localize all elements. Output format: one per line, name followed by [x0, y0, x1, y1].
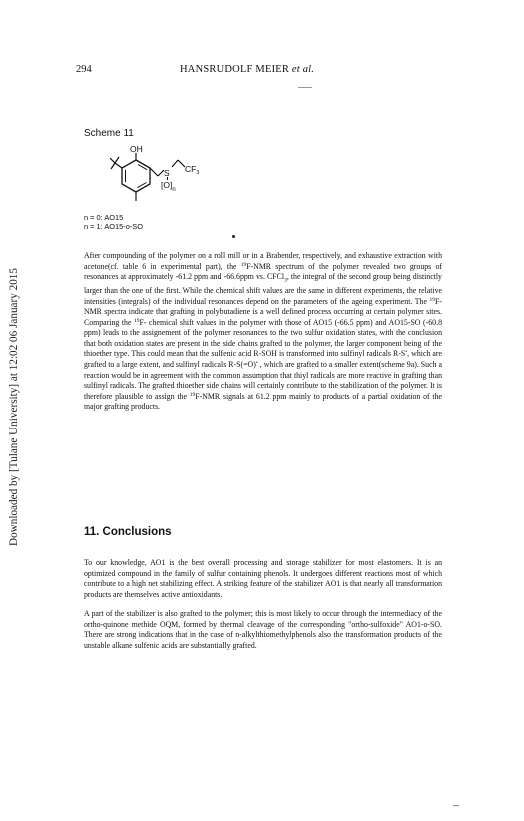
cf3-subscript: 3 [196, 170, 200, 176]
text-run: F-NMR spectra indicate that grafting in polybutadiene is a well defined process occurring at certain polymer sites. Comparing the [84, 296, 442, 327]
benzene-ring [122, 160, 150, 192]
compound-label: n = 1: AO15-o-SO [84, 222, 143, 231]
oxide-text: [O] [161, 180, 173, 190]
oxide-subscript: n [172, 187, 176, 193]
superscript: 19 [189, 391, 196, 398]
superscript: • [405, 349, 408, 356]
tbu-methyl-c [115, 157, 119, 163]
sulfur-label: S [164, 168, 170, 178]
chain-bond-3 [172, 160, 178, 167]
oxide-label [161, 180, 176, 193]
text-run: F- chemical shift values in the polymer with those of AO15 (-66.5 ppm) and AO15-SO (-60.8 ppm) leads to the assignement of the polymer resonances to the two sulfur oxidation states, with the conclusion that both oxidation states are present in the side chains grafted to the polymer, the larger component being of the thioether type. This could mean that the sulfenic acid R-SOH is transformed into sulfinyl radicals R-S [84, 317, 442, 359]
tbu-bond [115, 163, 122, 168]
subscript: 3 [284, 277, 287, 284]
text-run: , which are grafted to a smaller extent(scheme 9a). Such a reaction would be in agreement with the common assumption that thiyl radicals are more reactive in grafting than sulfinyl radicals. The grafted thioether side chains will certainly contribute to the stabilization of the polymer. It is therefore plausible to assign the [84, 360, 442, 401]
cf3-text: CF [185, 164, 197, 174]
running-head-author: HANSRUDOLF MEIER [180, 64, 290, 75]
tbu-methyl-b [111, 163, 115, 169]
running-head-etal: et al. [291, 64, 315, 75]
text-run: F-NMR spectrum of the polymer revealed two groups of resonances at approximately -61.2 ppm and -66.6ppm vs. CFCl [84, 261, 442, 282]
text-run: F-NMR signals at 61.2 ppm mainly to products of a partial oxidation of the major grafting products. [84, 391, 442, 412]
compound-label: n = 0: AO15 [84, 213, 124, 222]
superscript: 19 [429, 296, 436, 303]
download-notice: Downloaded by [Tulane University] at 12:02 06 January 2015 [8, 268, 20, 546]
running-head [180, 64, 314, 75]
section-heading: 11. Conclusions [84, 526, 172, 538]
chain-bond-1 [150, 168, 158, 176]
superscript: • [255, 360, 258, 367]
compound-list [84, 213, 143, 231]
stray-mark [298, 87, 312, 88]
scheme-title: Scheme 11 [84, 128, 134, 139]
tbu-methyl-a [110, 158, 115, 163]
stray-mark [453, 805, 459, 806]
text-run: , which are grafted to a large extent, and sulfinyl radicals R-S(=O) [84, 349, 442, 370]
stray-dot [232, 235, 235, 238]
paragraph-conclusion-2: A part of the stabilizer is also grafted to the polymer; this is most likely to occur through the intermediacy of the ortho-quinone methide OQM, formed by thermal cleavage of the corresponding "ortho-sulfoxide" AO1-o-SO. There are strong indications that in the case of n-alkylthiomethylphenols also the transformation products of the unstable alkane sulfenic acids are substantially grafted. [84, 609, 442, 650]
paragraph-grafting [84, 251, 442, 413]
chain-bond-4 [178, 160, 185, 167]
text-run: , the integral of the second group being distinctly larger than the one of the first. While the chemical shift values are the same in different experiments, the relative intensities (integrals) of the individual resonances depend on the parameters of the ageing experiment. The [84, 272, 442, 306]
text-run: After compounding of the polymer on a roll mill or in a Brabender, respectively, and exhaustive extraction with acetone(cf. table 6 in experimental part), the [84, 251, 442, 271]
paragraph-conclusion-1: To our knowledge, AO1 is the best overall processing and storage stabilizer for most elastomers. It is an optimized compound in the family of sulfur containing phenols. It undergoes different reactions most of which contribute to a high net stabilizing effect. A striking feature of the stabilizer AO1 is that nearly all transformation products are themselves active antioxidants. [84, 558, 442, 599]
cf3-label [185, 164, 199, 176]
oh-label: OH [130, 146, 143, 154]
chemical-structure [110, 146, 220, 210]
page-number: 294 [76, 64, 92, 75]
superscript: 19 [240, 261, 247, 268]
superscript: 19 [134, 317, 140, 324]
